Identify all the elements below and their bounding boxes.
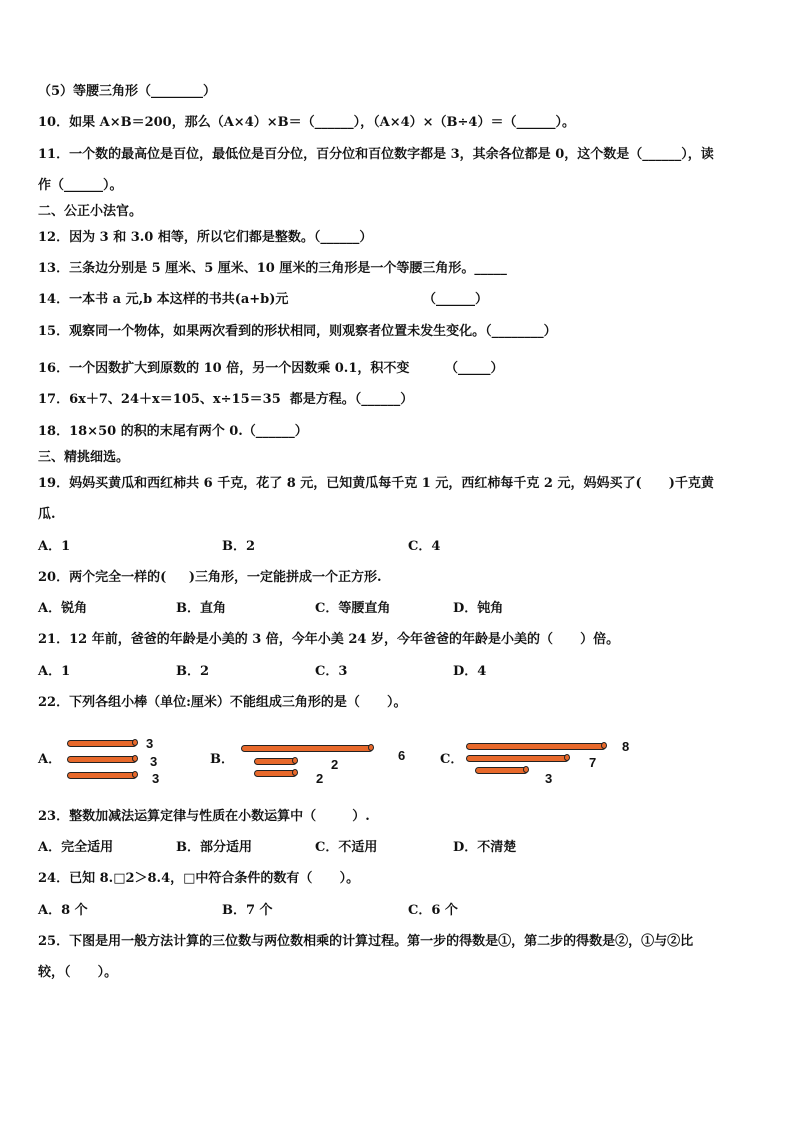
- question-22: 22．下列各组小棒（单位:厘米）不能组成三角形的是（ ）。: [38, 695, 407, 710]
- q20-option-a[interactable]: A．锐角: [38, 601, 88, 616]
- stick: [67, 772, 137, 779]
- question-10: 10．如果 A×B＝200，那么（A×4）×B＝（______），（A×4）×（B÷4）＝（______）。: [38, 115, 575, 130]
- q19-option-a[interactable]: A．1: [38, 539, 71, 554]
- stick: [254, 770, 297, 777]
- q20-option-d[interactable]: D．钝角: [453, 601, 504, 616]
- section-2-heading: 二、公正小法官。: [38, 204, 143, 219]
- stick: [475, 767, 528, 774]
- question-23: 23．整数加减法运算定律与性质在小数运算中（ ）.: [38, 809, 370, 824]
- q19-option-c[interactable]: C．4: [408, 539, 441, 554]
- stick-length-label: 8: [622, 739, 630, 754]
- q23-option-c[interactable]: C．不适用: [315, 840, 378, 855]
- question-24: 24．已知 8.□2＞8.4，□中符合条件的数有（ ）。: [38, 871, 360, 886]
- question-11-line1: 11．一个数的最高位是百位，最低位是百分位，百分位和百位数字都是 3，其余各位都是 0，这个数是（______），读: [38, 147, 714, 162]
- stick-length-label: 3: [146, 736, 154, 751]
- stick-length-label: 6: [398, 748, 406, 763]
- question-21: 21．12 年前，爸爸的年龄是小美的 3 倍，今年小美 24 岁，今年爸爸的年龄是小美的（ ）倍。: [38, 632, 620, 647]
- stick: [466, 755, 569, 762]
- question-20: 20．两个完全一样的( )三角形，一定能拼成一个正方形.: [38, 570, 382, 585]
- stick: [67, 756, 137, 763]
- q23-option-a[interactable]: A．完全适用: [38, 840, 114, 855]
- q21-option-a[interactable]: A．1: [38, 664, 71, 679]
- question-16: 16．一个因数扩大到原数的 10 倍，另一个因数乘 0.1，积不变: [38, 361, 410, 376]
- stick: [254, 758, 297, 765]
- stick-length-label: 3: [152, 771, 160, 786]
- q24-option-b[interactable]: B．7 个: [222, 903, 273, 918]
- question-25-line2: 较，（ ）。: [38, 965, 118, 980]
- q21-option-d[interactable]: D．4: [453, 664, 487, 679]
- q23-option-b[interactable]: B．部分适用: [176, 840, 252, 855]
- question-25-line1: 25．下图是用一般方法计算的三位数与两位数相乘的计算过程。第一步的得数是①，第二步的得数是②，①与②比: [38, 934, 694, 949]
- stick-length-label: 3: [150, 754, 158, 769]
- stick-length-label: 3: [545, 771, 553, 786]
- q22-option-b[interactable]: B．: [210, 752, 234, 767]
- question-17: 17．6x＋7、24＋x＝105、x÷15＝35 都是方程。（______）: [38, 392, 414, 407]
- q19-option-b[interactable]: B．2: [222, 539, 256, 554]
- question-14: 14．一本书 a 元,b 本这样的书共(a+b)元: [38, 292, 289, 307]
- q9-item-5: （5）等腰三角形（________）: [38, 84, 217, 99]
- stick-length-label: 2: [316, 771, 324, 786]
- question-11-line2: 作（______）。: [38, 178, 123, 193]
- q23-option-d[interactable]: D．不清楚: [453, 840, 517, 855]
- stick: [67, 740, 137, 747]
- question-19-line2: 瓜.: [38, 507, 56, 522]
- stick-length-label: 2: [331, 757, 339, 772]
- question-15: 15．观察同一个物体，如果两次看到的形状相同，则观察者位置未发生变化。（________）: [38, 324, 557, 339]
- stick: [241, 745, 373, 752]
- question-14-blank: （______）: [423, 292, 489, 307]
- stick: [466, 743, 606, 750]
- q24-option-c[interactable]: C．6 个: [408, 903, 458, 918]
- question-18: 18．18×50 的积的末尾有两个 0.（______）: [38, 424, 308, 439]
- question-12: 12．因为 3 和 3.0 相等，所以它们都是整数。（______）: [38, 230, 373, 245]
- section-3-heading: 三、精挑细选。: [38, 450, 130, 465]
- q24-option-a[interactable]: A．8 个: [38, 903, 88, 918]
- q20-option-b[interactable]: B．直角: [176, 601, 226, 616]
- question-16-blank: （_____）: [445, 361, 504, 376]
- question-19-line1: 19．妈妈买黄瓜和西红柿共 6 千克，花了 8 元，已知黄瓜每千克 1 元，西红柿每千克 2 元，妈妈买了( )千克黄: [38, 476, 714, 491]
- q20-option-c[interactable]: C．等腰直角: [315, 601, 391, 616]
- q21-option-c[interactable]: C．3: [315, 664, 348, 679]
- q22-option-a[interactable]: A．: [38, 752, 62, 767]
- q22-option-c[interactable]: C．: [440, 752, 464, 767]
- q21-option-b[interactable]: B．2: [176, 664, 210, 679]
- question-13: 13．三条边分别是 5 厘米、5 厘米、10 厘米的三角形是一个等腰三角形。_____: [38, 261, 507, 276]
- stick-length-label: 7: [589, 755, 597, 770]
